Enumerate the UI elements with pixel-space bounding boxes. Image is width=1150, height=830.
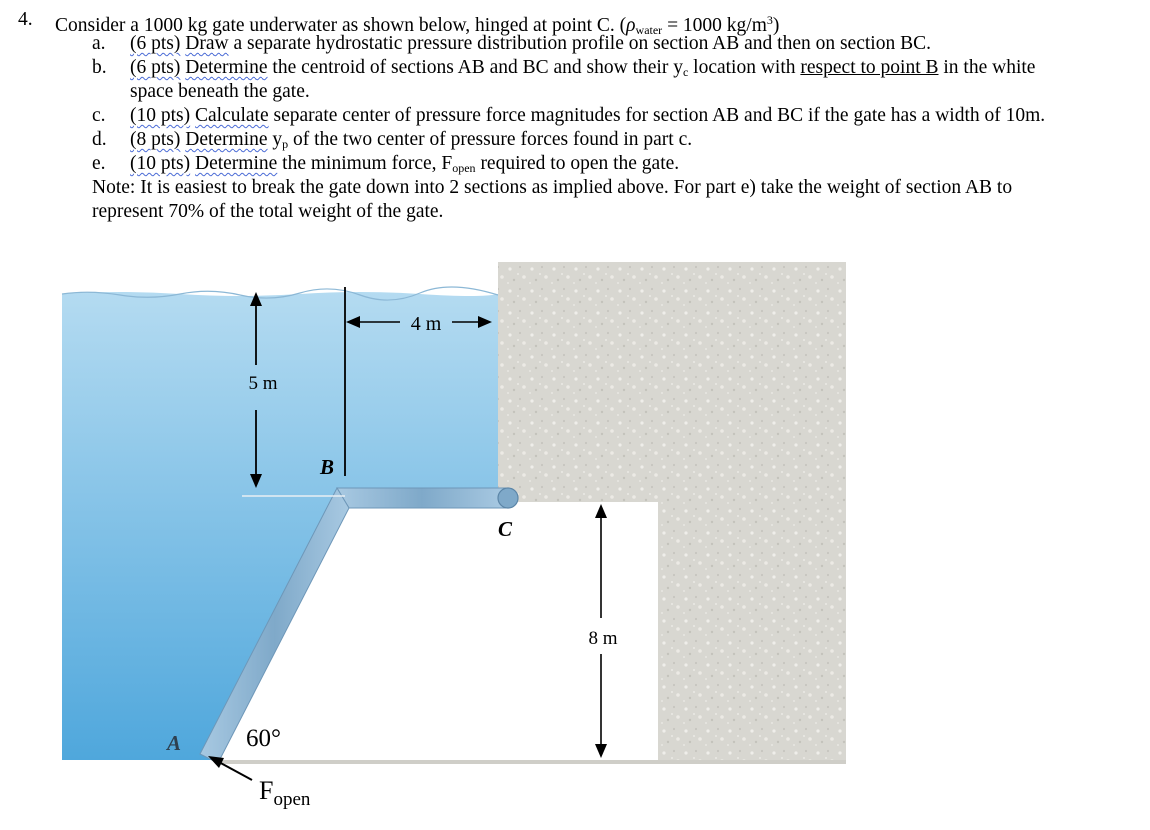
part-d: (8 pts) Determine $y_p$ of the two center of pressure forces found in part c. bbox=[130, 129, 693, 151]
label-b: B bbox=[320, 455, 335, 479]
problem-number: 4. bbox=[18, 9, 33, 30]
note-line-1: Note: It is easiest to break the gate down into 2 sections as implied above. For part e) take the weight of section AB to bbox=[92, 177, 1013, 198]
force-label: $F_{open}$ bbox=[259, 776, 311, 810]
part-b-continuation: space beneath the gate. bbox=[130, 81, 310, 102]
problem-stem: Consider a 1000 kg gate underwater as shown below, hinged at point C. ($\rho_{water} = 1000$ $kg/m^3$) bbox=[55, 13, 780, 37]
part-e-letter: e. bbox=[92, 153, 106, 174]
part-e: (10 pts) Determine the minimum force, $F_{open}$ required to open the gate. bbox=[130, 153, 680, 175]
part-a: (6 pts) Draw a separate hydrostatic pressure distribution profile on section AB and then on section BC. bbox=[130, 33, 931, 54]
angle-label: 60° bbox=[246, 725, 281, 752]
depth-label: 5 m bbox=[248, 373, 278, 394]
label-c: C bbox=[498, 517, 513, 541]
width-label: 4 m bbox=[410, 313, 442, 335]
part-b: (6 pts) Determine the centroid of sections AB and BC and show their $y_c$ location with respect to point B in the white bbox=[130, 57, 1036, 79]
concrete-wall-lower bbox=[658, 500, 846, 762]
part-b-letter: b. bbox=[92, 57, 107, 78]
concrete-floor bbox=[215, 760, 846, 764]
height-label: 8 m bbox=[588, 628, 618, 649]
concrete-wall-upper bbox=[498, 262, 846, 502]
label-a: A bbox=[167, 731, 182, 755]
part-c-letter: c. bbox=[92, 105, 106, 126]
gate-section-bc bbox=[337, 488, 506, 508]
hinge-c bbox=[498, 488, 518, 508]
note-line-2: represent 70% of the total weight of the gate. bbox=[92, 201, 444, 222]
part-d-letter: d. bbox=[92, 129, 107, 150]
part-a-letter: a. bbox=[92, 33, 106, 54]
part-c: (10 pts) Calculate separate center of pressure force magnitudes for section AB and BC if the gate has a width of 10m. bbox=[130, 105, 1046, 126]
